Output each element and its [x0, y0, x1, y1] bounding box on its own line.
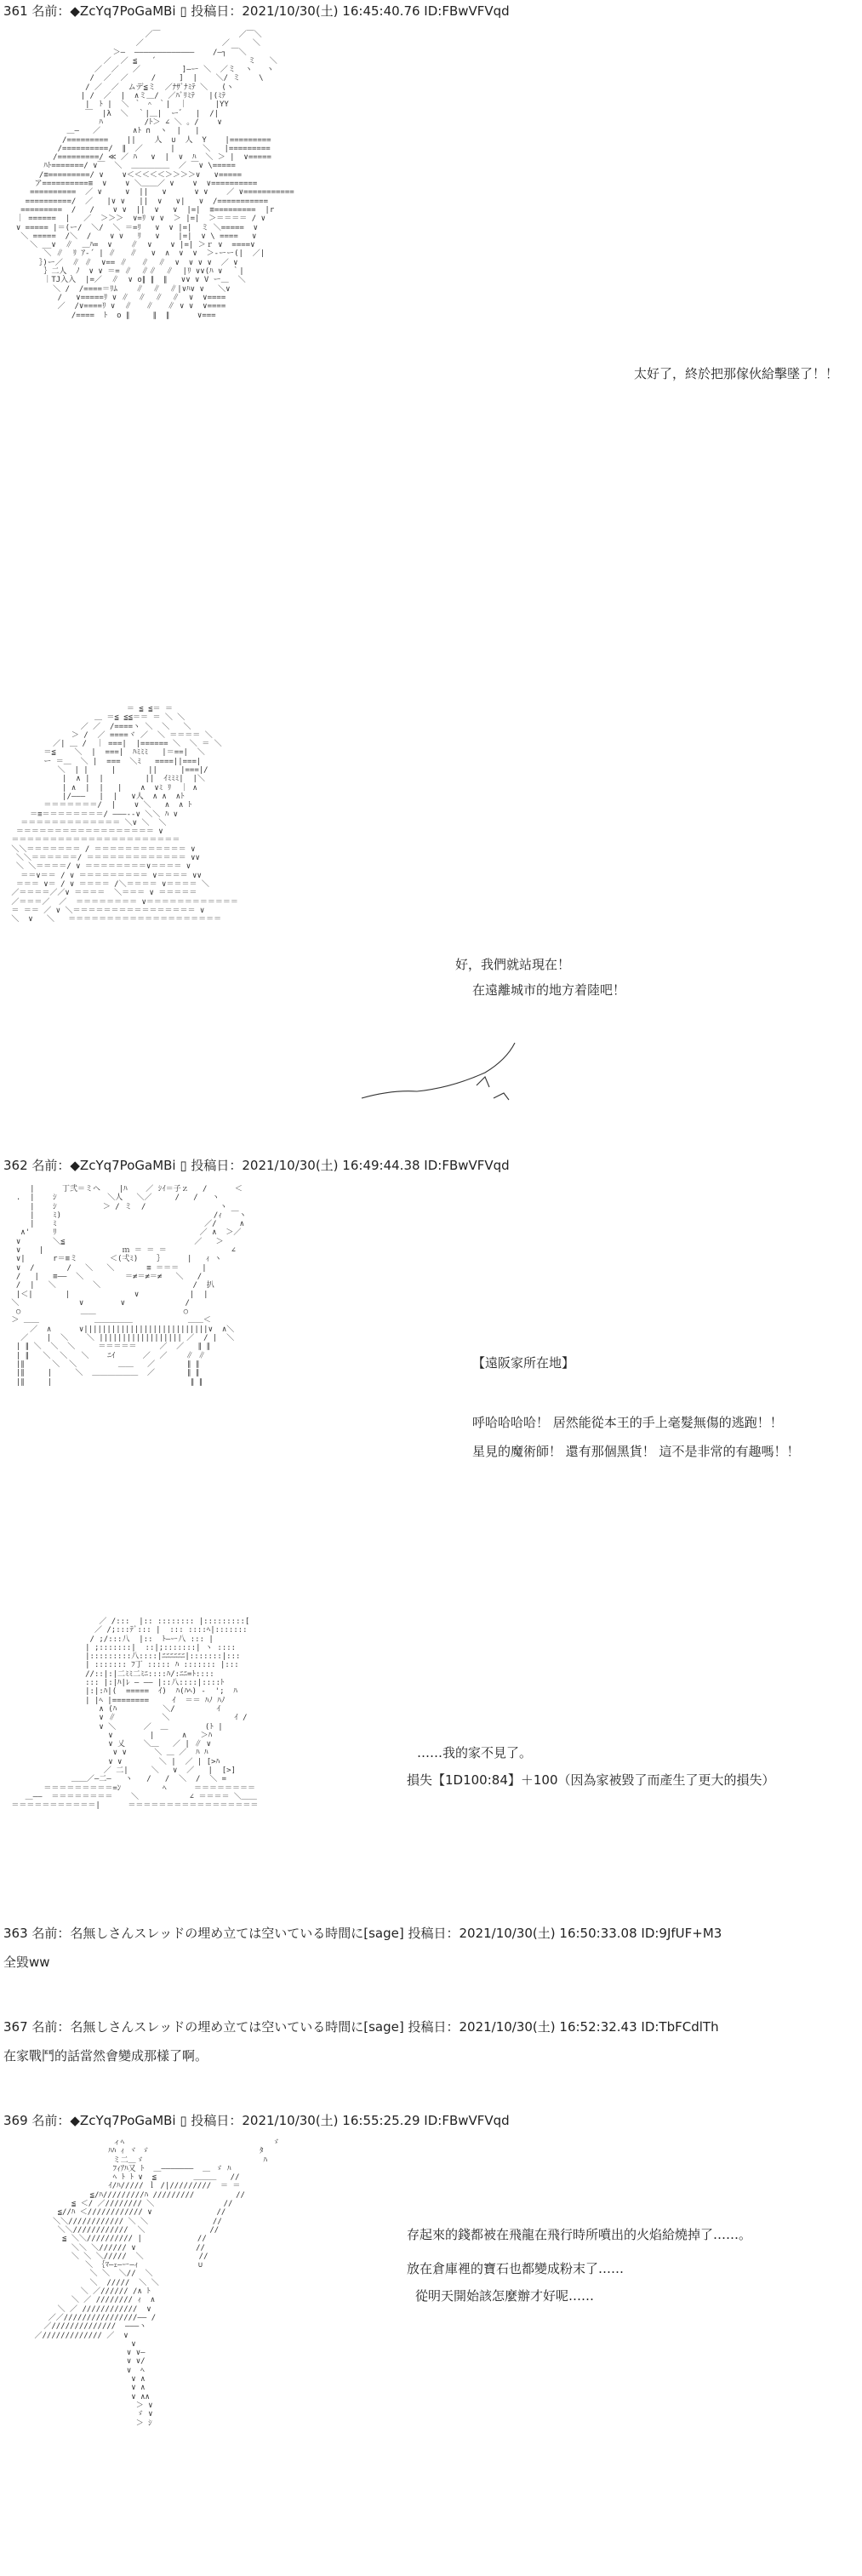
post-header: 363 名前：名無しさんスレッドの埋め立ては空いている時間に[sage] 投稿日：2021/10/30(土) 16:50:33.08 ID:9JfUF+M3 [3, 1926, 722, 1941]
dialog-line: 從明天開始該怎麼辦才好呢…… [415, 2288, 595, 2304]
ascii-art-figure: ＝ ≦ ≦＝ ＝ ＿ ＝≦ ≦≦＝＝ ＝ ＼ ＼ ／ ／ /====ヽ ＼ ＼ ＼ ＞ / ／ ====ヾ ／ ＼ ＝＝＝＝ ＼ ／| ＿ / ｜ ===| |====== ＼ ＼ ＝ ＼ ＝≦ ＼ | ===| ﾊﾐﾐﾐ |＝==| ＼ ー ＝＿ ＼ | === ＼ﾐ ====||===| ＼ | | | || |===|/ | ∧ | | || ｲﾐﾐﾐ| |＼ | ∧ | | | ∧ ∨ﾐ ﾘ ｜ ∧ |/――― | | ∨人 ∧ ∧ ∧ﾄ ＝＝＝＝＝＝＝/ | ∨ ＼ ∧ ∧ ﾄ ＝≡＝＝＝＝＝＝＝＝/ ―――‐‐∨ ＼＼ ﾊ ∨ ＝＝＝＝＝＝＝＝＝＝＝＝＝ ＼∨ ＼ ＼ ＝＝＝＝＝＝＝＝＝＝＝＝＝＝＝＝＝＝ ∨ ＝＝＝＝＝＝＝＝＝＝＝＝＝＝＝＝＝＝＝＝＝＝ ＼＼＝＝＝＝＝＝＝ / ＝＝＝＝＝＝＝＝＝＝＝＝ ∨ ＼＼＝＝＝＝＝＝/ ＝＝＝＝＝＝＝＝＝＝＝＝＝ ∨∨ ＼ ＼＝＝＝＝/ ∨ ＝＝＝＝＝＝＝＝∨＝＝＝＝ ∨ ＝＝∨＝＝ / ∨ ＝＝＝＝＝＝＝＝＝ ∨＝＝＝＝ ∨∨ ＝＝＝ ∨＝ / ∨ ＝＝＝＝ /＼＝＝＝＝ ∨＝＝＝＝ ＼ ／＝＝＝＝／／∨ ＝＝＝＝ ＼＝＝＝ ∨ ＝＝＝＝＝ ／＝＝＝／ ／ ＝＝＝＝＝＝＝＝ ∨＝＝＝＝＝＝＝＝＝＝＝＝ ＝ ＝＝ ／ ∨ ＼＝＝＝＝＝＝＝＝＝＝＝＝＝＝＝＝ ∨ ＼ ∨ ＼ ＝＝＝＝＝＝＝＝＝＝＝＝＝＝＝＝＝＝＝＝ [11, 705, 238, 924]
post-header: 362 名前：◆ZcYq7PoGaMBi ▯ 投稿日：2021/10/30(土) 16:49:44.38 ID:FBwVFVqd [3, 1158, 510, 1173]
dialog-line: 呼哈哈哈哈！ 居然能從本王的手上毫髮無傷的逃跑！！ [472, 1415, 783, 1430]
ascii-art-figure: ィﾍ ゞ ﾊﾊ ｨ ヾ ゞ ﾀ ミ二＿ゞ ﾊ ﾌｨｱﾊ又 ﾄ ＿――――――― ＿ ゞ ﾊ ﾍ ﾄ ﾄ ∨ ≦ ＿＿＿ // ｲ/ﾊ///// ｌ /|///////// ＝ ＝ ≦/ﾊ/////////ﾊ ///////// // ≦ ＜/ ／//////// ＼ // ≦//ﾊ ＜//////////// ∨ // ＼＼//////////// ＼ ＼ // ＼＼//////////// ＼ // ≦ ＼＼////////// | // ＼＼ ＼////// ∨ // ＼ ＼ ＼///// ＼ // ＼ ｛ﾏ―ｪ―ー―ｨ ∪ ＼ ＼ ＼// ＼ ＼ ///// ＼ ＼ ＼ ／////// /∧ ﾄ ＼ ／ //////// ｨ ∧ ＼ ／ //////////// ∨ ／／////////////////―― / ／////////////// ―――ヽ ／///////////// ／ ∨ ∨ ∨ ∨― ∨ ∨/ ∨ ﾍ ∨ ∧ ∨ ∧ ∨ ∧∧ ＞ ∨ ゞ ∨ ＞ ｼ [34, 2138, 280, 2428]
dialog-line: 太好了，終於把那傢伙給擊墜了！！ [634, 366, 839, 381]
post-header: 367 名前：名無しさんスレッドの埋め立ては空いている時間に[sage] 投稿日：2021/10/30(土) 16:52:32.43 ID:TbFCdlTh [3, 2019, 719, 2035]
ascii-art-tail [357, 1039, 528, 1115]
dialog-line: 在遠離城市的地方着陸吧！ [472, 982, 626, 998]
post-body: 在家戰鬥的話當然會變成那樣了啊。 [3, 2048, 208, 2064]
dialog-line: 放在倉庫裡的寶石也都變成粉末了…… [407, 2261, 625, 2276]
dialog-line: 【遠阪家所在地】 [472, 1355, 575, 1371]
dialog-line: ……我的家不見了。 [417, 1745, 533, 1760]
dialog-line: 好，我們就站現在！ [455, 957, 571, 972]
dialog-line: 損失【1D100:84】＋100（因為家被毀了而產生了更大的損失） [407, 1772, 775, 1788]
post-header: 361 名前：◆ZcYq7PoGaMBi ▯ 投稿日：2021/10/30(土) 16:45:40.76 ID:FBwVFVqd [3, 3, 510, 19]
dialog-line: 存起來的錢都被在飛龍在飛行時所噴出的火焰給燒掉了……。 [407, 2227, 752, 2242]
post-header: 369 名前：◆ZcYq7PoGaMBi ▯ 投稿日：2021/10/30(土) 16:55:25.29 ID:FBwVFVqd [3, 2113, 510, 2128]
ascii-art-figure: | 丁弐＝ミヘ |ﾊ ／ ｼｲ＝子ｚ / ＜ . | ｼ ＼人 ＼／ / / ヽ | ｼ ＞ / ミ / ヽ | ﾐ) /ｨ ￣ヽ | ﾐ ／/ ∧ ∧' ﾘ ／ ∧ ＞／ ∨ ＼≦ ／ ＞ ∨ | ｍ ＝ ＝ ＝ ∠ ∨| r＝≡ミ ＜(弌ﾐ) ｝ | ｨ ヽ ∨ / / ＼ ＼ ≡ ＝＝＝ | / | ≡―― ＼ ＝≠＝≠＝≠ ＼ / / | ＼ ＼ / 扒 |＜| | ∨ | | ＼ ∨ ∨ / ○ ＿＿ ○ ＞ ＿＿ ＿＿＿＿＿ ＿＿＜ ／ ∧ ∨|||||||||||||||||||||||||||∨ ∧＼ ／ | ＼ ＼ |||||||||||||||||| ／ / | ＼ | ∥ ＼ ＼ ＼ ＝＝＝＝＝ ／ ／ ∥ ∥ | ∥ ＼ ＼ ＼ ﾆｲ ／ ／ ∥ ∥ |∥ ＼ ＼ ＿＿ ／ ∥ ∥ |∥ | ＼ ＿＿＿＿＿＿ ／ ∥ ∥ |∥ | ∥ ∥ [11, 1185, 247, 1387]
dialog-line: 星見的魔術師！ 還有那個黑貨！ 這不是非常的有趣嗎！！ [472, 1444, 800, 1459]
ascii-art-figure: ／￣ ／￣＼ ／ ／ ＼ ＞― ――――――――――――― /―┐ ￣＼ ／ ／ ≦ ´ ミ ＼ ／ ／ ／ ]―ー ＼ ／ミ ヽ ヽ / ／ ／ / ] | ＼/ ミ \ / ／ ／ ムデ≦ミ ／ﾅｻﾞﾅﾐﾃ ＼ (ヽ | / ／ | ∧ミ＿/ ／ﾊﾞﾘﾐﾃ |(ﾐﾃ | ﾄ | ＼ ｀ ＾ ｀| ｜ |YY ￣ |λ ＼ ｀|＿| ー゛ | /| ﾊ /ﾄ＞ ∠ ＼ 。/ ∨ ＿― ／ ∧ﾄ ∩ ヽ | | /========= || 人 ∪ 人 Y |========= /==========/ ∥ ／ | ＼ |========= /=========/ ≪ ／ ﾊ ∨ | ∨ ﾊ ＼ ＞ | ∨===== ﾊﾄ=======/ ∨￣ ＼ ＿＿＿＿＿ ／ ￣∨ \===== /≡=========/ ∨ ∨＜＜＜＜＜＞＞＞＞∨ ∨===== ア==========≡ ∨ ∨ ＼＿＿／ ∨ ∨ ∨========== ========== ／ ∨ ∨ || ∨ ∨ ∨ ／ ∨=========== ==========/ ／ |∨ ∨ || ∨ ∨| ∨ /=========== ========= / / ∨ ∨ || ∨ ∨ |=| ≡========= |r ｜ ====== | ／ ＞＞＞ ∨=ﾘ ∨ ∨ ＞ |=| ＞＝＝＝＝ / ∨ ∨ ===== |＝(ー/ ＼/ ＼ ＝=ﾘ ∨ ∨ |=| ミ ＼===== ∨ ＼ ===== /＼ / ∨ ∨ ﾘ ∨ |=| ∨ \ ==== ∨ ＼ __∨ ∥ ＿ﾊ= ∨ ∥ ∨ ∨ |=| ＞ｒ ∨ ====∨ ＼ ∥ ﾘ ｱ-´ | ∥ ∥ ∨ ∧ ∨ ∨ ＞-ーー(| ／| ｝)ー／ ∥ ∥ ∨== ∥ ∥ ∥ ∨ ∨ ∨ ∨ ／ ∨ ｝二人 ﾉ ∨ ∨ ＝= ∥ ∥∥ ∥ |ﾘ ∨∨(ﾊ ∨ ｀| ｜TJ入入 |=／ ∥ ∨ o∥ ∥ ∥ ∨∨ ∨ V ー＿ ＼ ＼ / /====＝ﾘﾑ ∥ ∥ ∥|∨ﾊ∨ ∨ ＼∨ / ∨=====ﾘ ∨ ∥ ∥ ∥ ∥ ∨ ∨==== ／ /∨====ﾘ ∨ ∥ ∥ ∥ ∨ ∨ ∨==== /==== ﾄ o ∥ ∥ ∥ ∨=== [15, 31, 294, 320]
post-body: 全毀ww [3, 1955, 50, 1970]
ascii-art-figure: ／ /::: |:: :::::::: |:::::::::[ ／ /;:::ﾃﾞ::: | ::: ::::ﾍ|::::::: / ;/:::八 |:: ﾄ―ー八 ::: | | ;:::::::| ::|;:::::::| ヽ :::: |:::::::::八::::|ﾆﾆﾆﾆﾆﾆ|:::::::|::: | ::::::: ﾌ丁 ::::: ﾊ ::::::: |::: //::|:|二ﾐﾐ二ﾐﾆ::::ﾊ/:ﾆﾆ=ﾄ:::: ::: |:|ﾊ|ﾚ ― ―― |::八::::|::::ﾄ |:|:ﾊ|( ===== ｲ) ﾊ(ﾊﾍ) - '; ﾊ | |ﾍ |======== ｲ ＝＝ ﾊﾉ ﾊﾉ ∧ (ﾊ ＼/ ｲ ∨ ∥ ＼ ｲ / ∨ ＼ ／ ＿ (ﾄ | ∨ | ∧ ＞ﾊ ∨ 乂 ＼＿ ／ | ∥ ∨ ∨ ∨ ＼ ＿ ／ ﾊ ﾊ ∨ ∨ ＼ | ／ | [>ﾊ ／ 二| ＼ ∨ ／ | [>] ＿＿／―二― ヽ / / ＼ / ＼ = ＝＝＝＝＝＝＝＝＝=ﾝ ﾍ ＝＝＝＝＝＝＝＝ ＿―― ＝＝＝＝＝＝＝＝ ＼ ∠ ＝＝＝＝ ＼＿＿ ＝＝＝＝＝＝＝＝＝＝＝| ＝＝＝＝＝＝＝＝＝＝＝＝＝＝＝＝＝ [11, 1617, 259, 1811]
